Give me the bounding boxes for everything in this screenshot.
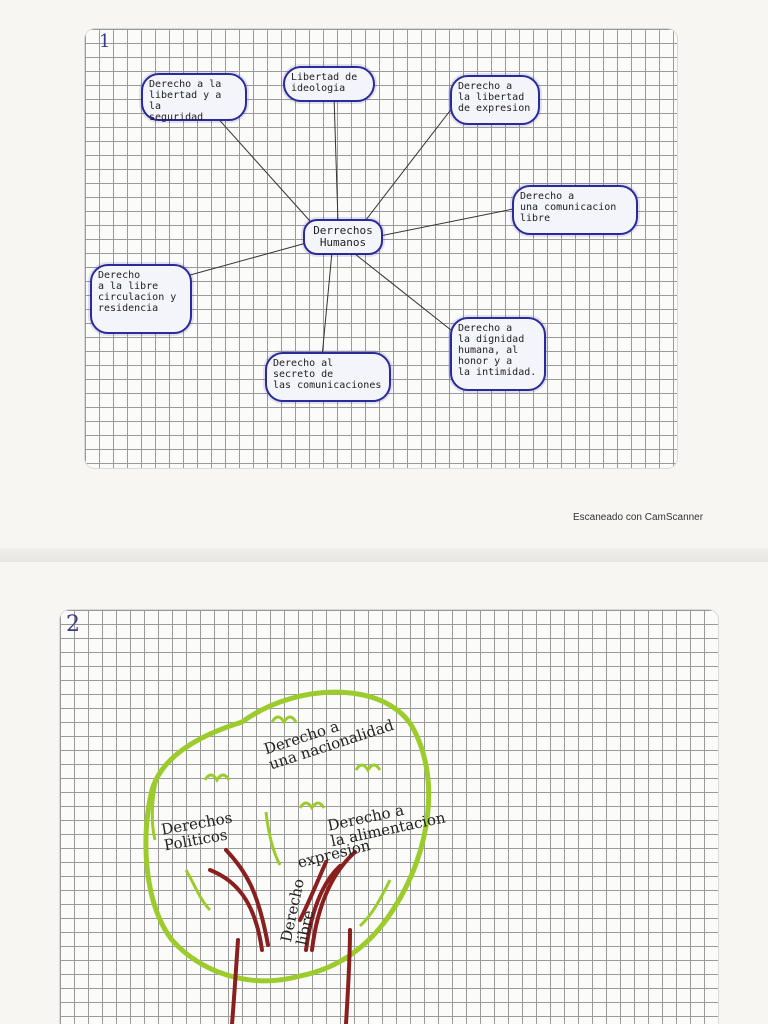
node-libertad-ideologia: Libertad de ideologia [283,66,375,102]
node-dignidad-humana: Derecho a la dignidad humana, al honor y a la intimidad. [450,317,546,391]
label-expresion: expresion [295,836,373,872]
page-number: 2 [66,612,80,637]
node-comunicacion-libre: Derecho a una comunicacion libre [512,185,638,235]
label-alimentacion: Derecho a la alimentacion [325,800,447,851]
scanner-watermark: Escaneado con CamScanner [573,512,704,523]
node-libertad-expresion: Derecho a la libertad de expresion [450,75,540,125]
node-libertad-seguridad: Derecho a la libertad y a la seguridad [141,73,247,121]
node-secreto-comunicaciones: Derecho al secreto de las comunicaciones [265,352,391,402]
label-politicos: Derechos Politicos [159,808,234,855]
node-libre-circulacion: Derecho a la libre circulacion y residencia [90,264,192,334]
label-nacionalidad: Derecho a una nacionalidad [261,716,397,774]
page-number: 1 [99,31,111,52]
label-libre: Derecho libre [277,877,318,947]
central-node-derechos-humanos: Derrechos Humanos [303,219,383,255]
